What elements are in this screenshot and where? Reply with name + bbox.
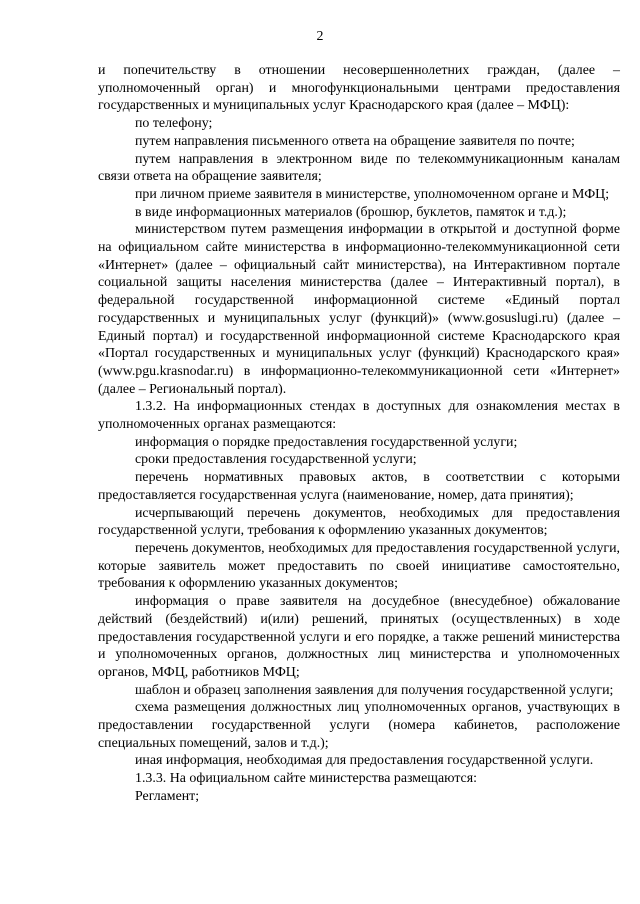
paragraph: и попечительству в отношении несовершеннолетних граждан, (далее – уполномоченный орган) и многофункциональными центрами предоставления государственных и муниципальных услуг Краснодарского края (далее – МФЦ): (98, 63, 620, 114)
paragraph: исчерпывающий перечень документов, необходимых для предоставления государственной услуги, требования к оформлению указанных документов; (98, 505, 620, 539)
paragraph: схема размещения должностных лиц уполномоченных органов, участвующих в предоставлении государственной услуги (номера кабинетов, расположение специальных помещений, залов и т.д.); (98, 700, 620, 751)
paragraph: перечень нормативных правовых актов, в соответствии с которыми предоставляется государственная услуга (наименование, номер, дата принятия); (98, 470, 620, 503)
paragraph: министерством путем размещения информации в открытой и доступной форме на официальном сайте министерства в информационно-телекоммуникационной сети «Интернет» (далее – официальный сайт министерства), на Интерактивном портале социальной защиты населения министерства (далее – Интерактивный портал), в федеральной государственной информационной системе «Единый портал государственных и муниципальных услуг (функций)» (www.gosuslugi.ru) (далее – Единый портал) и государственной информационной системе Краснодарского края «Портал государственных и муниципальных услуг (функций) Краснодарского края» (www.pgu.krasnodar.ru) в информационно-телекоммуникационной сети «Интернет» (далее – Региональный портал). (98, 222, 620, 397)
paragraph: 1.3.2. На информационных стендах в доступных для ознакомления местах в уполномоченных органах размещаются: (98, 399, 620, 433)
paragraph: по телефону; (135, 116, 213, 132)
paragraph: иная информация, необходимая для предоставления государственной услуги. (135, 753, 594, 769)
paragraph: информация о порядке предоставления государственной услуги; (135, 434, 518, 450)
paragraph: при личном приеме заявителя в министерстве, уполномоченном органе и МФЦ; (135, 186, 610, 202)
paragraph: путем направления письменного ответа на обращение заявителя по почте; (135, 133, 575, 149)
page-number: 2 (316, 29, 324, 44)
paragraph: в виде информационных материалов (брошюр, буклетов, памяток и т.д.); (135, 204, 567, 220)
paragraph: шаблон и образец заполнения заявления для получения государственной услуги; (135, 682, 614, 698)
paragraph: путем направления в электронном виде по телекоммуникационным каналам связи ответа на обращение заявителя; (98, 151, 620, 185)
paragraph: 1.3.3. На официальном сайте министерства размещаются: (135, 771, 477, 787)
paragraph: сроки предоставления государственной услуги; (135, 452, 417, 468)
paragraph: информация о праве заявителя на досудебное (внесудебное) обжалование действий (бездействий) и(или) решений, принятых (осуществленных) в ходе предоставления государственной услуги и его порядке, а также решений министерства и уполномоченных органов, должностных лиц министерства и уполномоченных органов, МФЦ, работников МФЦ; (98, 594, 620, 680)
paragraph: перечень документов, необходимых для предоставления государственной услуги, которые заявитель может предоставить по своей инициативе самостоятельно, требования к оформлению указанных документов; (98, 540, 620, 592)
document-body (98, 62, 620, 806)
paragraph: Регламент; (135, 788, 200, 804)
